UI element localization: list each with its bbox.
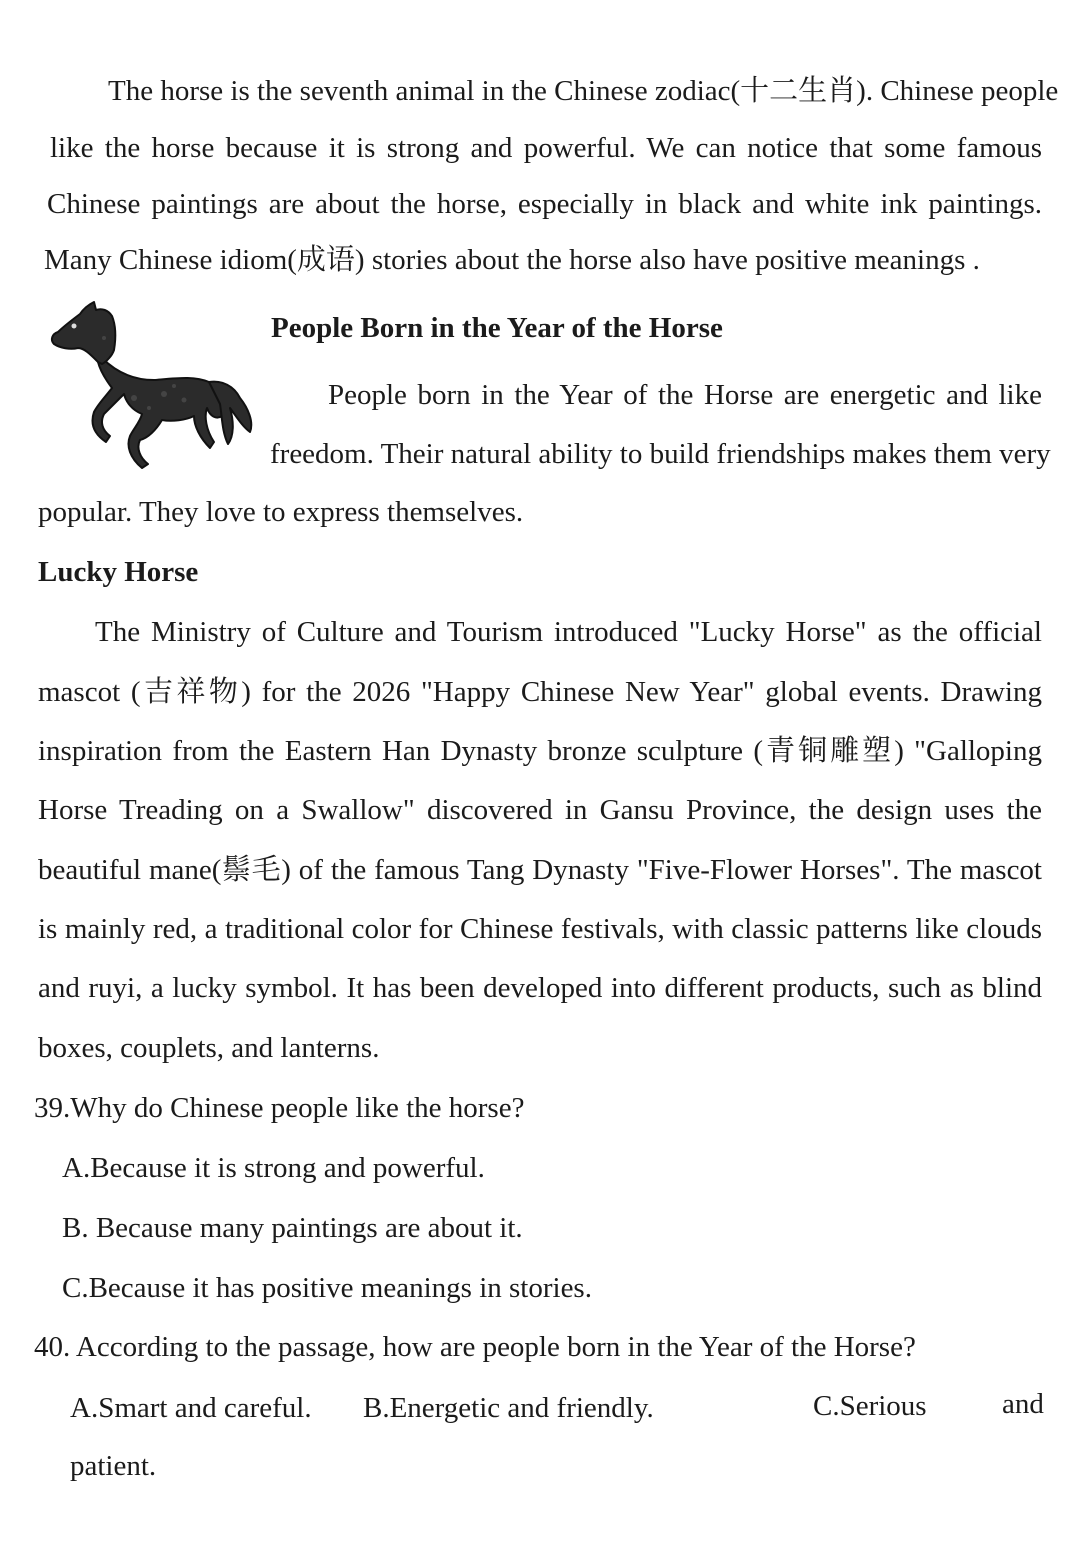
question-40: 40. According to the passage, how are people born in the Year of the Horse?: [34, 1331, 916, 1363]
lucky-line-7: and ruyi, a lucky symbol. It has been developed into different products, such as blind: [38, 972, 1042, 1004]
born-line-2: freedom. Their natural ability to build friendships makes them very: [270, 438, 1051, 470]
lucky-line-6: is mainly red, a traditional color for Chinese festivals, with classic patterns like clouds: [38, 913, 1042, 945]
lucky-line-8: boxes, couplets, and lanterns.: [38, 1032, 380, 1064]
q40-option-a[interactable]: A.Smart and careful.: [70, 1392, 312, 1424]
section-heading-people-born: People Born in the Year of the Horse: [271, 312, 723, 344]
intro-line-1: The horse is the seventh animal in the Chinese zodiac(十二生肖). Chinese people: [108, 75, 1059, 107]
intro-line-4: Many Chinese idiom(成语) stories about the horse also have positive meanings .: [44, 244, 980, 276]
section-heading-lucky-horse: Lucky Horse: [38, 556, 199, 588]
born-line-1: People born in the Year of the Horse are energetic and like: [328, 379, 1042, 411]
lucky-line-1: The Ministry of Culture and Tourism introduced "Lucky Horse" as the official: [95, 616, 1042, 648]
q39-option-c[interactable]: C.Because it has positive meanings in stories.: [62, 1272, 592, 1304]
horse-silhouette-icon: [44, 298, 258, 470]
q40-option-c-and: and: [1002, 1388, 1044, 1420]
question-39: 39.Why do Chinese people like the horse?: [34, 1092, 525, 1124]
q39-option-a[interactable]: A.Because it is strong and powerful.: [62, 1152, 485, 1184]
q40-option-b[interactable]: B.Energetic and friendly.: [363, 1392, 654, 1424]
lucky-line-3: inspiration from the Eastern Han Dynasty bronze sculpture (青铜雕塑) "Galloping: [38, 735, 1042, 767]
lucky-line-2: mascot (吉祥物) for the 2026 "Happy Chinese New Year" global events. Drawing: [38, 676, 1042, 708]
lucky-line-5: beautiful mane(鬃毛) of the famous Tang Dynasty "Five-Flower Horses". The mascot: [38, 854, 1042, 886]
intro-line-3: Chinese paintings are about the horse, especially in black and white ink paintings.: [47, 188, 1042, 220]
q40-option-c-continued: patient.: [70, 1450, 157, 1482]
intro-line-2: like the horse because it is strong and powerful. We can notice that some famous: [50, 132, 1042, 164]
q40-option-c[interactable]: C.Serious: [813, 1390, 927, 1422]
lucky-line-4: Horse Treading on a Swallow" discovered in Gansu Province, the design uses the: [38, 794, 1042, 826]
horse-illustration: [44, 298, 258, 470]
born-line-3: popular. They love to express themselves.: [38, 496, 524, 528]
q39-option-b[interactable]: B. Because many paintings are about it.: [62, 1212, 523, 1244]
